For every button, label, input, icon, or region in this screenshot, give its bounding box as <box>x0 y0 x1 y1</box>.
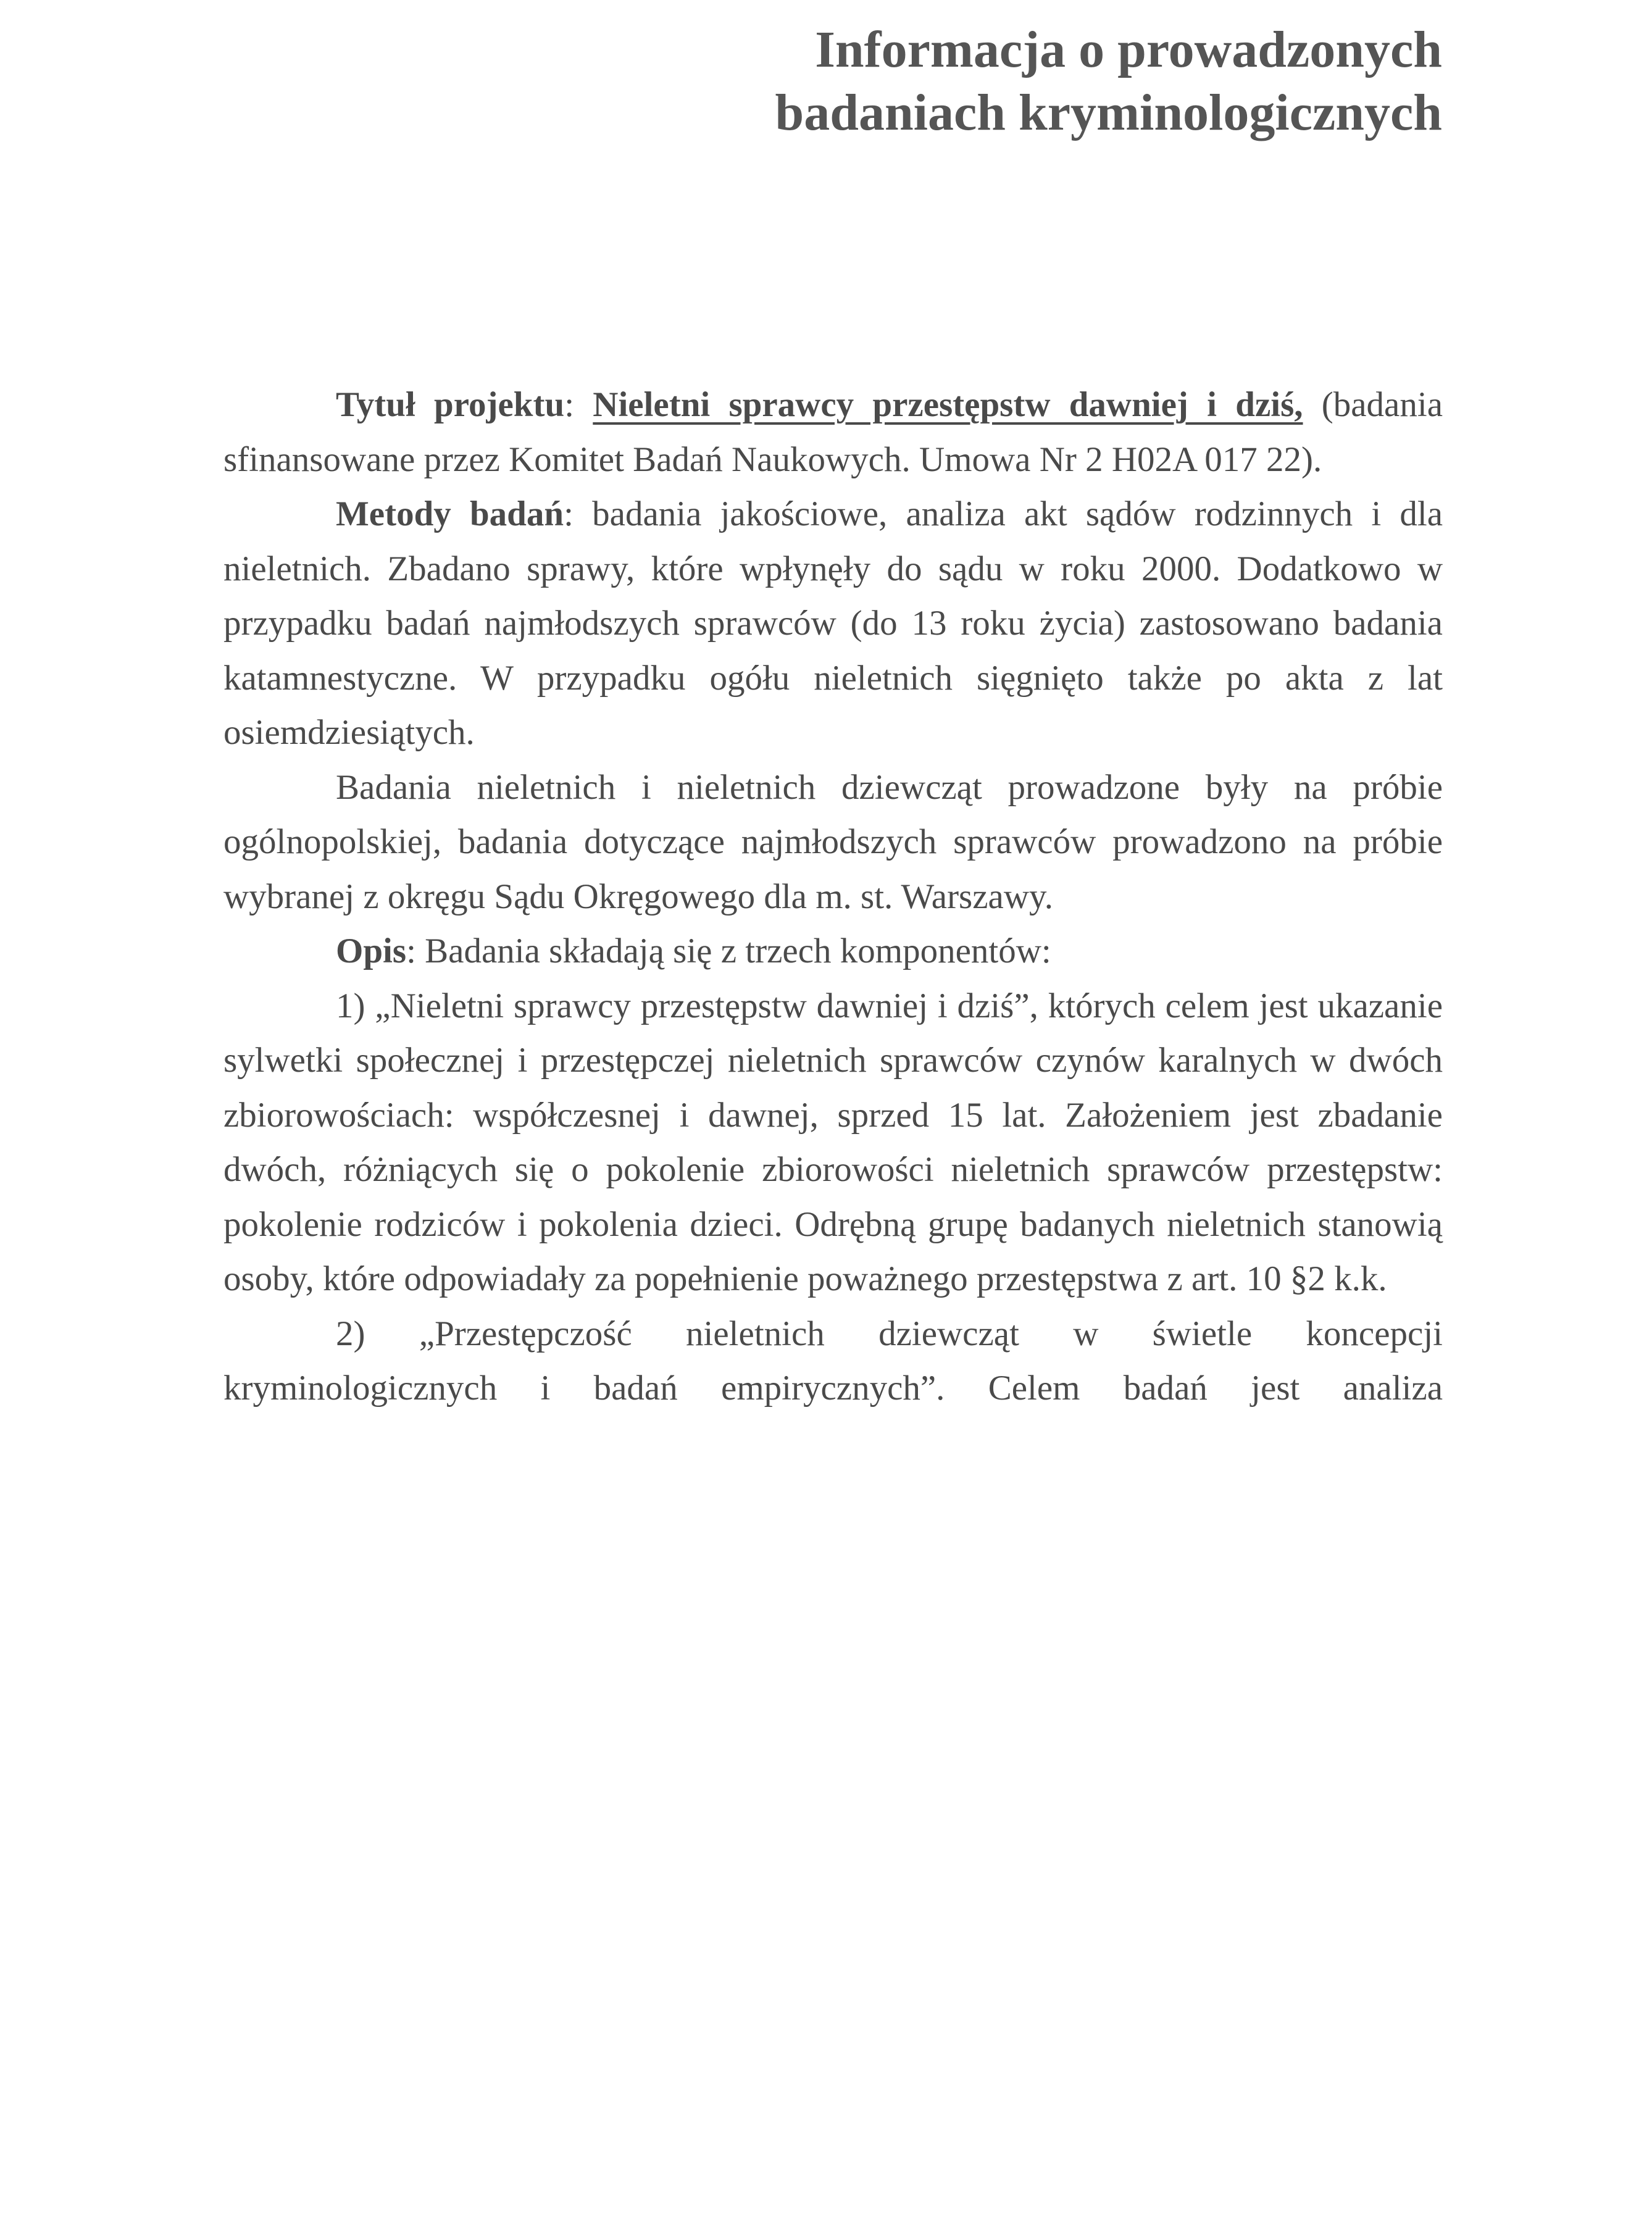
methods-paragraph <box>223 487 1443 761</box>
title-line-1: Informacja o prowadzonych <box>815 21 1442 78</box>
project-label: Tytuł projektu <box>336 385 565 424</box>
description-separator: : <box>406 932 425 970</box>
project-separator: : <box>564 385 593 424</box>
project-title-paragraph <box>223 378 1443 487</box>
methods-separator: : <box>564 494 593 533</box>
title-line-2: badaniach kryminologicznych <box>775 84 1442 141</box>
description-paragraph <box>223 924 1443 979</box>
component-1-paragraph: 1) „Nieletni sprawcy przestępstw dawniej i dziś”, których celem jest ukazanie sylwetki społecznej i przestępczej nieletnich sprawców czynów karalnych w dwóch zbiorowościach: współczesnej i dawnej, sprzed 15 lat. Założeniem jest zbadanie dwóch, różniących się o pokolenie zbiorowości nieletnich sprawców przestępstw: pokolenie rodziców i pokolenia dzieci. Odrębną grupę badanych nieletnich stanowią osoby, które odpowiadały za popełnienie poważnego przestępstwa z art. 10 §2 k.k. <box>223 986 1443 1298</box>
description-text: Badania składają się z trzech komponentów: <box>425 932 1051 970</box>
methods-text: badania jakościowe, analiza akt sądów rodzinnych i dla nieletnich. Zbadano sprawy, które wpłynęły do sądu w roku 2000. Dodatkowo w przypadku badań najmłodszych sprawców (do 13 roku życia) zastosowano badania katamnestyczne. W przypadku ogółu nieletnich sięgnięto także po akta z lat osiemdziesiątych. <box>223 494 1443 752</box>
description-label: Opis <box>336 932 407 970</box>
component-2-paragraph: 2) „Przestępczość nieletnich dziewcząt w świetle koncepcji kryminologicznych i badań empirycznych”. Celem badań jest analiza <box>223 1314 1443 1408</box>
document-title <box>775 19 1442 144</box>
project-funding-note: (badania sfinansowane przez Komitet Badań Naukowych. Umowa Nr 2 H02A 017 22). <box>223 385 1443 479</box>
sample-paragraph: Badania nieletnich i nieletnich dziewcząt prowadzone były na próbie ogólnopolskiej, badania dotyczące najmłodszych sprawców prowadzono na próbie wybranej z okręgu Sądu Okręgowego dla m. st. Warszawy. <box>223 767 1443 916</box>
project-title: Nieletni sprawcy przestępstw dawniej i dziś, <box>593 385 1303 424</box>
document-body <box>223 378 1443 1416</box>
methods-label: Metody badań <box>336 494 564 533</box>
